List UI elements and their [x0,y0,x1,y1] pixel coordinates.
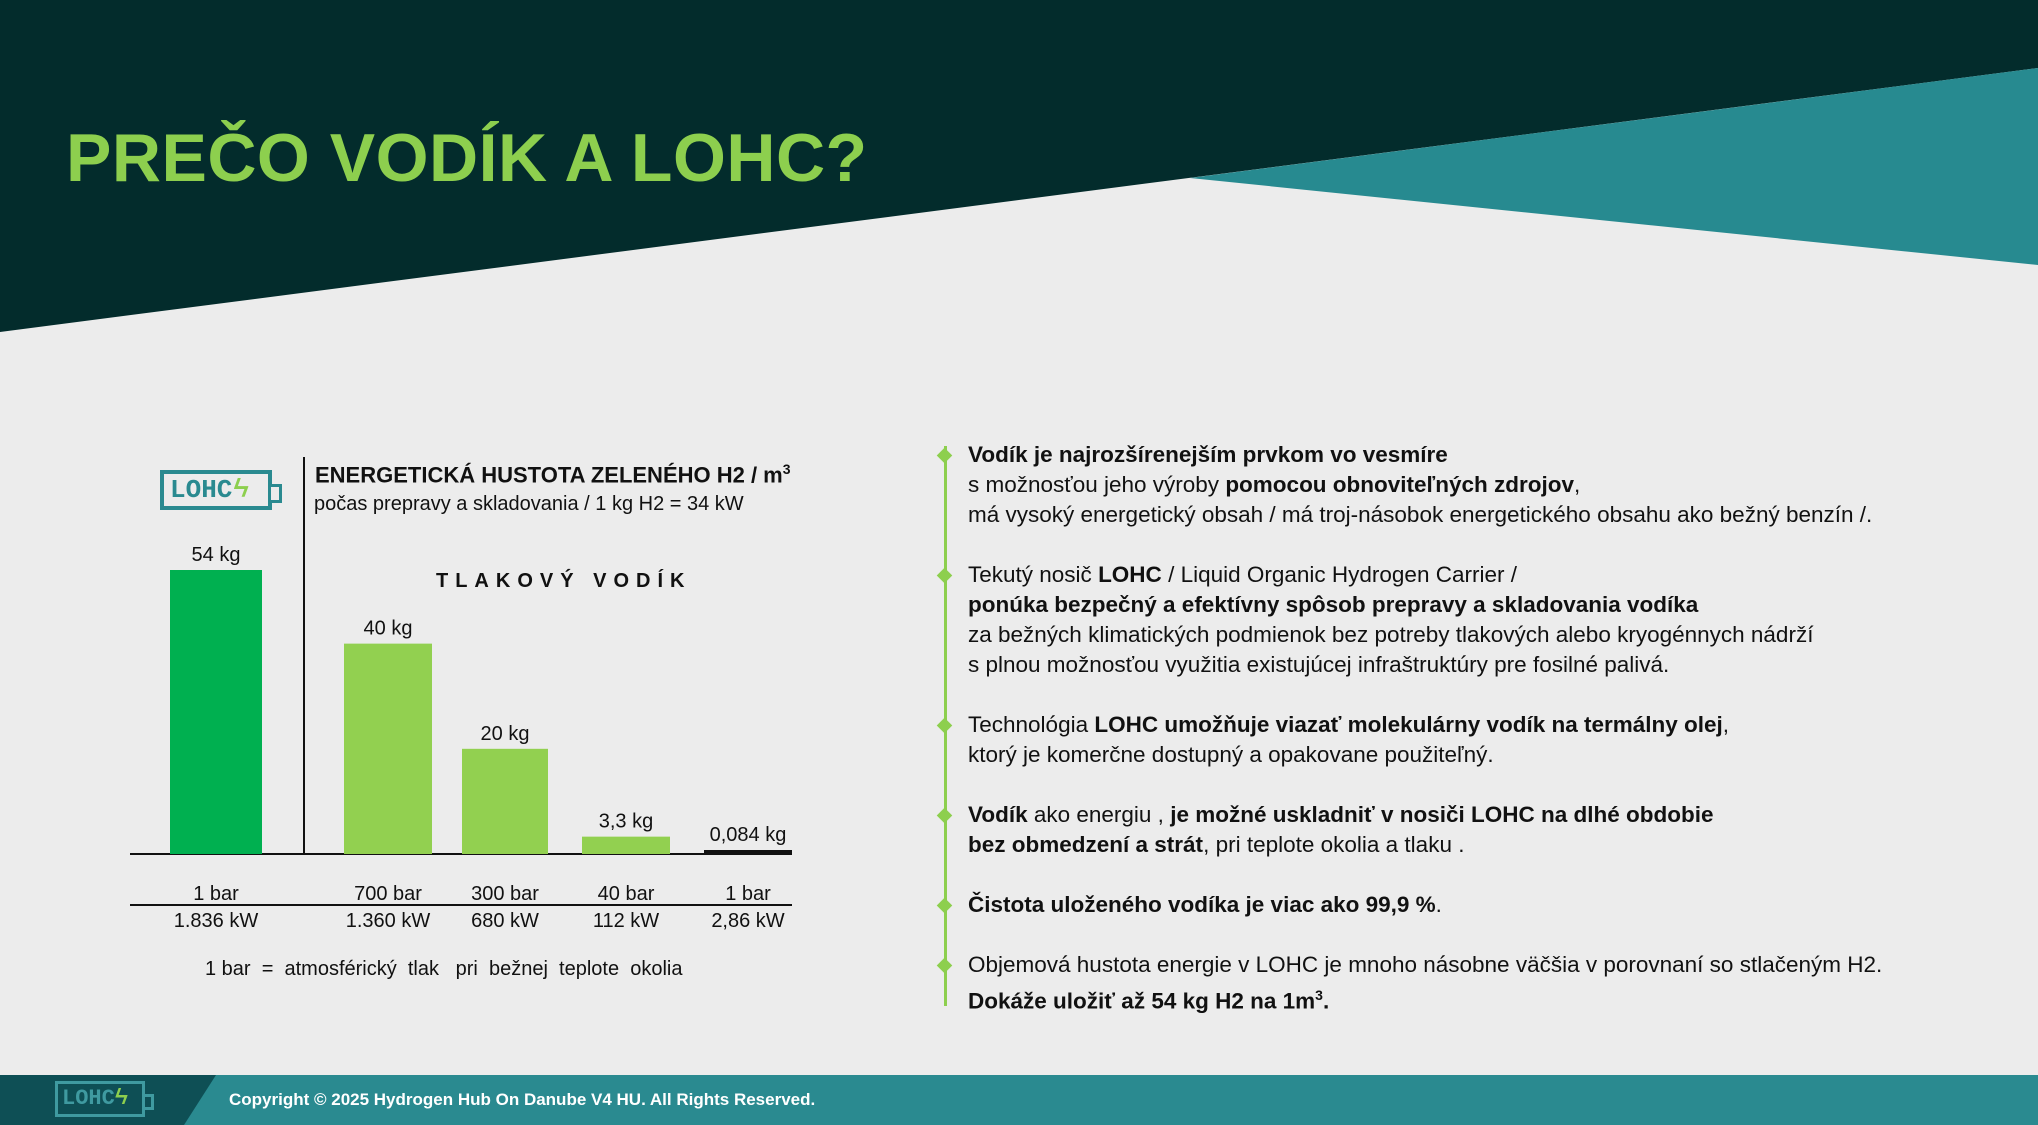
bullet-line [968,440,2008,470]
bullet-text-segment: pomocou obnoviteľných zdrojov [1225,472,1574,497]
bar-0 [170,570,262,854]
bullet-line [968,740,2008,770]
chart-footnote: 1 bar = atmosférický tlak pri bežnej teplote okolia [205,958,683,980]
bullet-text-segment: Vodík [968,802,1028,827]
bullet-text-segment: Vodík je najrozšírenejším prvkom vo vesmíre [968,442,1448,467]
footer [0,1075,2038,1125]
bullet-list [968,440,2008,1017]
pressure-label-1: 700 bar [354,883,422,905]
energy-label-3: 112 kW [592,910,660,932]
page-title: PREČO VODÍK A LOHC? [66,120,868,196]
chart-title-text: ENERGETICKÁ HUSTOTA ZELENÉHO H2 / m [315,462,783,488]
bullet-line [968,710,2008,740]
bullet-text-segment: bez obmedzení a strát [968,832,1204,857]
pressure-label-0: 1 bar [193,883,239,905]
bullet-line [968,950,2008,980]
bullet-text-segment: ako energiu , [1027,802,1171,827]
bullet-text-segment: , pri teplote okolia a tlaku . [1203,832,1465,857]
bullet-text-segment: Tekutý nosič [968,562,1099,587]
footer-lightning-icon: ϟ [114,1086,129,1111]
bullet-text-segment: má vysoký energetický obsah / má troj-násobok energetického obsahu ako bežný benzín /. [968,502,1873,527]
bullet-text-segment: je možné uskladniť v nosiči LOHC na dlhé obdobie [1170,802,1714,827]
bar-value-label-1: 40 kg [363,617,413,640]
footer-battery-terminal-icon [142,1094,154,1110]
bullet-text-segment: , [1574,472,1581,497]
bullet-text-segment: Dokáže uložiť až 54 kg H2 na 1m [968,988,1316,1014]
bullet-text-segment: Technológia [968,712,1095,737]
bullet-text-segment: . [1322,988,1330,1014]
energy-label-0: 1.836 kW [173,910,259,932]
bar-value-label-0: 54 kg [191,544,241,566]
chart-subtitle: počas prepravy a skladovania / 1 kg H2 = 34 kW [314,493,744,515]
bullet-text-segment: . [1435,892,1442,917]
bullet-text-segment: s možnosťou jeho výroby [968,472,1226,497]
bars-layer [170,544,792,932]
copyright-text: Copyright © 2025 Hydrogen Hub On Danube V4 HU. All Rights Reserved. [229,1090,816,1109]
pressure-label-2: 300 bar [471,883,539,905]
bullet-text-segment: Objemová hustota energie v LOHC je mnoho násobne väčšia v porovnaní so stlačeným H2. [968,952,1883,977]
bullet-line [968,980,2008,1017]
bullet-text-segment: LOHC umožňuje viazať molekulárny vodík na termálny olej [1094,712,1723,737]
bullet-line [968,470,2008,500]
bar-3 [582,837,670,854]
bar-value-label-3: 3,3 kg [598,810,654,833]
lightning-icon: ϟ [233,475,250,505]
bullet-text-segment: / Liquid Organic Hydrogen Carrier / [1161,562,1517,587]
bullet-text-segment: s plnou možnosťou využitia existujúcej infraštruktúry pre fosilné palivá. [968,652,1670,677]
bullet-line [968,590,2008,620]
energy-label-1: 1.360 kW [345,910,431,932]
pressure-hydrogen-label: TLAKOVÝ VODÍK [436,570,692,592]
energy-label-4: 2,86 kW [711,910,785,932]
chart-title-superscript: 3 [782,461,791,477]
bullet-text-segment: ktorý je komerčne dostupný a opakovane použiteľný. [968,742,1494,767]
pressure-label-3: 40 bar [597,883,655,905]
bullet-item [968,440,2008,530]
bullet-item [968,950,2008,1017]
bullet-line [968,560,2008,590]
bar-value-label-4: 0,084 kg [709,824,787,846]
bullet-line [968,800,2008,830]
energy-label-2: 680 kW [471,910,539,932]
bullet-text-segment: za bežných klimatických podmienok bez potreby tlakových alebo kryogénnych nádrží [968,622,1814,647]
bullet-text-segment: LOHC [1098,562,1162,587]
bullet-line [968,830,2008,860]
pressure-label-4: 1 bar [725,883,771,905]
bullet-item [968,710,2008,770]
bullet-text-segment: 3 [1315,987,1323,1003]
bullet-line [968,500,2008,530]
bullet-line [968,620,2008,650]
footer-logo-text: LOHC [62,1086,115,1111]
bar-value-label-2: 20 kg [480,722,530,745]
bullet-item [968,800,2008,860]
bar-4 [704,850,792,854]
bar-1 [344,644,432,854]
bullet-line [968,650,2008,680]
bullet-text-segment: ponúka bezpečný a efektívny spôsob prepravy a skladovania vodíka [968,592,1699,617]
bullet-line [968,890,2008,920]
bullet-text-segment: Čistota uloženého vodíka je viac ako 99,9 % [968,892,1436,917]
bullet-item [968,890,2008,920]
bar-2 [462,749,548,854]
bullet-text-segment: , [1722,712,1730,737]
lohc-logo-text: LOHC [170,475,233,505]
footer-lohc-logo [55,1081,145,1117]
bullet-item [968,560,2008,680]
